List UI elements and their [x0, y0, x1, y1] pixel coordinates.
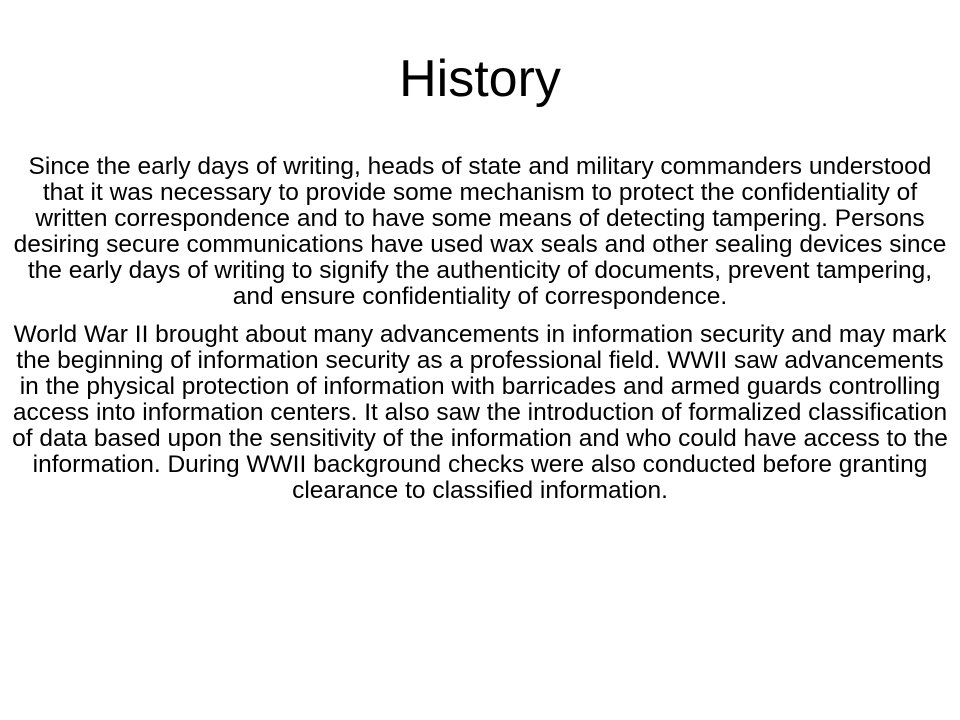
slide-body	[8, 154, 952, 504]
paragraph-wwii: World War II brought about many advancements in information security and may mark the beginning of information security as a professional field. WWII saw advancements in the physical protection of information with barricades and armed guards controlling access into information centers. It also saw the introduction of formalized classification of data based upon the sensitivity of the information and who could have access to the information. During WWII background checks were also conducted before granting clearance to classified information.	[12, 321, 948, 504]
paragraph-early-writing: Since the early days of writing, heads of state and military commanders understood that it was necessary to provide some mechanism to protect the confidentiality of written correspondence and to have some means of detecting tampering. Persons desiring secure communications have used wax seals and other sealing devices since the early days of writing to signify the authenticity of documents, prevent tampering, and ensure confidentiality of correspondence.	[13, 153, 947, 310]
slide-title: History	[399, 50, 561, 108]
